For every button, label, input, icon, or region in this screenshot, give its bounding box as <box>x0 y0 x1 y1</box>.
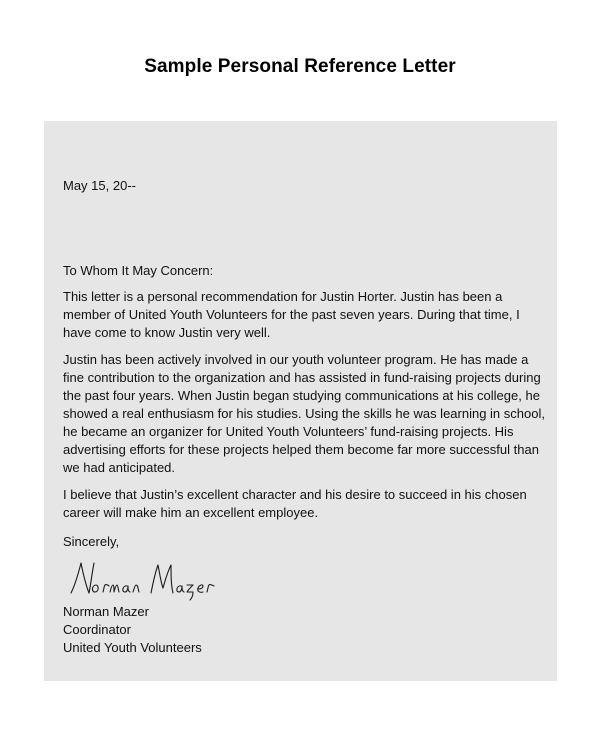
document-title: Sample Personal Reference Letter <box>144 56 456 77</box>
letter-paragraph-3: I believe that Justin’s excellent character and his desire to succeed in his chosen career will make him an excellent employee. <box>63 487 527 520</box>
letter-date: May 15, 20-- <box>63 178 136 193</box>
letter-paragraph-1: This letter is a personal recommendation for Justin Horter. Justin has been a member of United Youth Volunteers for the past seven years. During that time, I have come to know Justin very well. <box>63 289 520 340</box>
signer-title: Coordinator <box>63 622 131 637</box>
handwritten-signature <box>67 555 237 603</box>
letter-closing: Sincerely, <box>63 534 120 549</box>
letter-body <box>63 177 549 657</box>
signer-name: Norman Mazer <box>63 604 149 619</box>
letter-salutation: To Whom It May Concern: <box>63 263 214 278</box>
signer-organization: United Youth Volunteers <box>63 640 202 655</box>
letter-panel <box>44 121 557 681</box>
letter-paragraph-2: Justin has been actively involved in our youth volunteer program. He has made a fine contribution to the organization and has assisted in fund-raising projects during the past four years. When Justin began studying communications at his college, he showed a real enthusiasm for his studies. Using the skills he was learning in school, he became an organizer for United Youth Volunteers’ fund-raising projects. His advertising efforts for these projects helped them become far more successful than we had anticipated. <box>63 352 545 475</box>
